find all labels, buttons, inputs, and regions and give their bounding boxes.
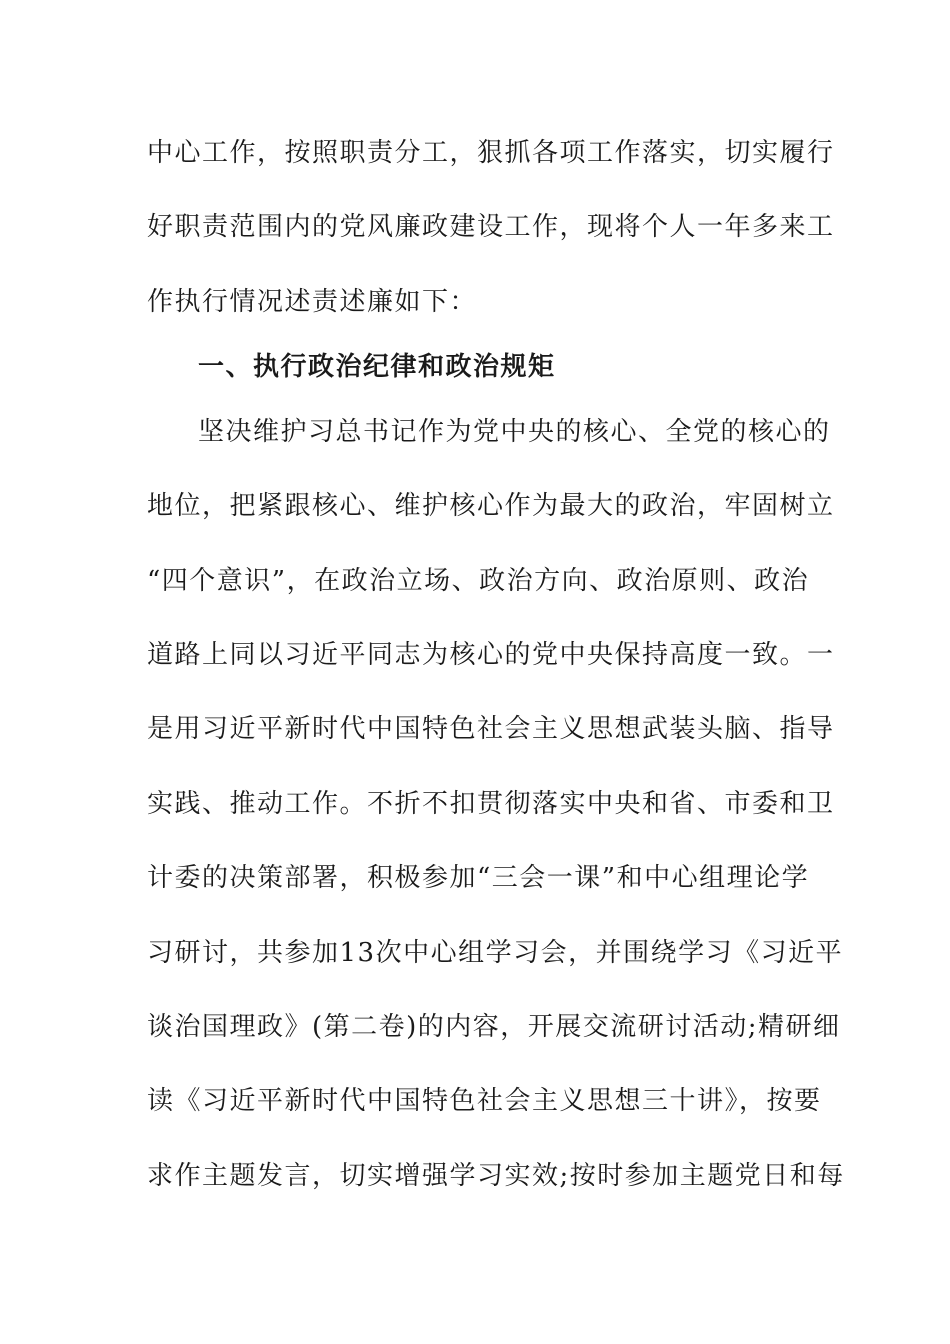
paragraph-line: 习研讨，共参加13次中心组学习会，并围绕学习《习近平 bbox=[147, 938, 844, 968]
paragraph-line: 是用习近平新时代中国特色社会主义思想武装头脑、指导 bbox=[147, 714, 835, 744]
paragraph-line: 道路上同以习近平同志为核心的党中央保持高度一致。一 bbox=[147, 640, 835, 670]
paragraph-line: 好职责范围内的党风廉政建设工作，现将个人一年多来工 bbox=[147, 212, 835, 242]
paragraph-line: “四个意识”，在政治立场、政治方向、政治原则、政治 bbox=[147, 566, 810, 596]
paragraph-line: 地位，把紧跟核心、维护核心作为最大的政治，牢固树立 bbox=[147, 491, 835, 521]
paragraph-line: 谈治国理政》(第二卷)的内容，开展交流研讨活动;精研细 bbox=[147, 1012, 841, 1042]
paragraph-line: 计委的决策部署，积极参加“三会一课”和中心组理论学 bbox=[147, 863, 810, 893]
paragraph-line: 中心工作，按照职责分工，狠抓各项工作落实，切实履行 bbox=[147, 138, 835, 168]
paragraph-line: 读《习近平新时代中国特色社会主义思想三十讲》，按要 bbox=[147, 1086, 822, 1116]
paragraph-line: 作执行情况述责述廉如下： bbox=[147, 287, 478, 317]
paragraph-line: 实践、推动工作。不折不扣贯彻落实中央和省、市委和卫 bbox=[147, 789, 835, 819]
paragraph-line: 求作主题发言，切实增强学习实效;按时参加主题党日和每 bbox=[147, 1161, 845, 1191]
paragraph-line: 坚决维护习总书记作为党中央的核心、全党的核心的 bbox=[198, 417, 831, 447]
section-heading: 一、执行政治纪律和政治规矩 bbox=[198, 352, 556, 382]
